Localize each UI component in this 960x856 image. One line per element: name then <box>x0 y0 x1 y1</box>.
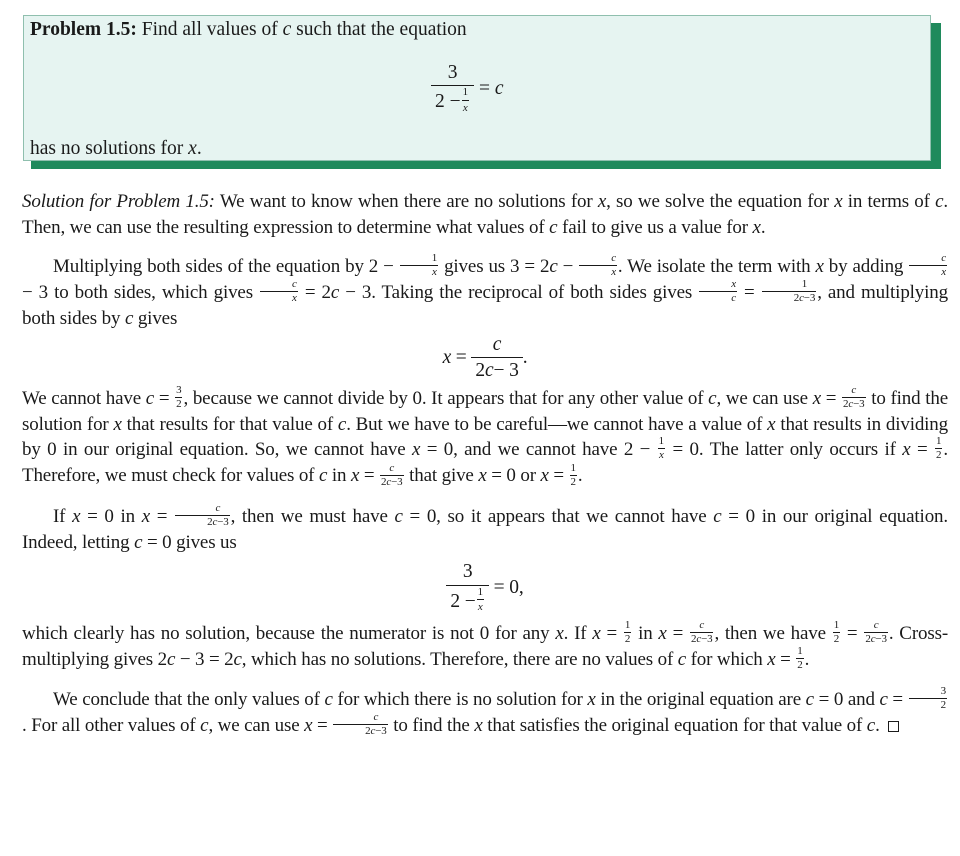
math-variable: c <box>324 689 333 711</box>
solution-paragraph: If x = 0 in x = $\frac{c}{2c-3}$ , then we must have c = 0, so it appears that we cannot have c = 0 in our original equation. Indeed, letting c = 0 gives us <box>22 501 948 553</box>
fraction-numerator: c <box>699 618 705 631</box>
math-variable: x <box>555 622 564 644</box>
fraction-numerator: c <box>292 278 297 291</box>
inline-fraction <box>175 385 182 410</box>
equation-denominator <box>431 85 474 115</box>
problem-text: Find all values of c such that the equation <box>136 19 467 40</box>
problem-statement-line2: has no solutions for x. <box>30 138 202 159</box>
fraction-numerator: 3 <box>462 561 473 583</box>
fraction-denominator: 2c−3 <box>381 475 403 488</box>
inline-fraction <box>570 463 577 488</box>
math-variable: c <box>386 475 392 488</box>
solution-label: Solution for Problem 1.5: <box>22 191 215 212</box>
fraction-denominator: x <box>462 101 468 114</box>
inline-fraction <box>796 646 803 671</box>
inline-fraction <box>864 620 888 645</box>
math-variable: c <box>696 632 702 645</box>
math-variable: x <box>812 387 821 409</box>
fraction-denominator: 2 <box>833 632 840 645</box>
fraction-denominator: x <box>658 449 664 462</box>
math-variable: c <box>200 715 209 737</box>
math-variable: x <box>752 216 761 238</box>
fraction-numerator: 1 <box>936 435 942 448</box>
math-variable: x <box>411 439 421 461</box>
math-variable: x <box>113 413 122 435</box>
inline-fraction <box>579 253 617 278</box>
math-variable: x <box>72 505 81 527</box>
equation-rhs-var: c <box>494 77 504 99</box>
fraction-denominator: 2c−3 <box>762 291 817 304</box>
display-fraction <box>471 334 522 382</box>
equals-zero: = 0, <box>488 577 524 599</box>
fraction-denominator: 2c−3 <box>865 632 887 645</box>
inline-fraction <box>909 253 947 278</box>
fraction-numerator: 1 <box>833 618 840 631</box>
fraction-denominator: 2 <box>936 449 942 462</box>
fraction-denominator: 2 <box>797 659 803 672</box>
fraction-denominator: x <box>909 265 947 278</box>
fraction-denominator: 2 <box>909 698 947 711</box>
inline-fraction <box>833 620 840 645</box>
fraction-numerator: c <box>873 618 879 631</box>
fraction-numerator: 3 <box>940 685 946 698</box>
math-variable: c <box>330 282 340 304</box>
fraction-denominator: 2c−3 <box>690 632 713 645</box>
fraction-denominator: 2 <box>624 632 631 645</box>
inline-fraction <box>699 279 737 304</box>
math-variable: c <box>212 515 218 528</box>
math-variable: c <box>370 725 376 738</box>
problem-label: Problem 1.5: <box>30 19 137 40</box>
math-variable: x <box>141 505 151 527</box>
fraction-numerator: 3 <box>176 383 182 396</box>
math-variable: x <box>597 191 607 212</box>
math-variable: c <box>870 632 876 645</box>
fraction-numerator: 1 <box>801 278 808 291</box>
math-variable: c <box>318 465 328 487</box>
display-equation <box>22 334 948 382</box>
fraction-numerator: 1 <box>570 461 576 474</box>
math-variable: x <box>304 715 313 737</box>
math-variable: x <box>815 256 824 277</box>
fraction-denominator: 2 c − 3 <box>471 357 522 381</box>
fraction-denominator: 2 <box>570 475 576 488</box>
period: . <box>522 347 528 368</box>
math-variable: c <box>799 292 804 305</box>
math-variable: x <box>442 347 452 368</box>
math-variable: c <box>708 387 717 409</box>
inline-fraction <box>380 463 404 488</box>
math-variable: x <box>188 138 197 159</box>
fraction-numerator: c <box>389 461 395 474</box>
math-variable: c <box>549 216 558 238</box>
display-fraction <box>446 561 489 615</box>
inline-fraction <box>477 586 484 613</box>
math-variable: c <box>145 387 155 409</box>
math-variable: x <box>902 439 911 461</box>
fraction-numerator: c <box>215 501 221 514</box>
display-equation <box>22 561 948 615</box>
fraction-numerator: c <box>611 252 616 265</box>
inline-fraction <box>690 620 714 645</box>
math-variable: c <box>394 505 403 527</box>
solution-paragraph: We cannot have c = $\frac{3}{2}$ , because we cannot divide by 0. It appears that for any other value of c, we can use x = $\frac{c}{2c-3}$ to find the solution for x that results for that value of c. But we have to be careful—we cannot have a value of x that results in dividing by 0 in our original equation. So, we cannot have x = 0, and we cannot have 2 − $\frac{1}{x}$ = 0. The latter only occurs if x = $\frac{1}{2}$ . Therefore, we must check for values of c in x = $\frac{c}{2c-3}$ that give x = 0 or x = $\frac{1}{2}$ . <box>22 383 949 488</box>
solution-body <box>22 189 948 739</box>
math-variable: x <box>474 715 483 737</box>
inline-fraction <box>462 86 470 113</box>
inline-fraction <box>935 436 942 461</box>
fraction-numerator: c <box>941 252 947 265</box>
inline-fraction <box>624 620 631 645</box>
inline-fraction <box>260 279 298 304</box>
fraction-numerator: 1 <box>797 645 803 658</box>
math-variable: c <box>713 505 722 527</box>
solution-paragraph: which clearly has no solution, because the numerator is not 0 for any x. If x = $\frac{1}{2}$ in x = $\frac{c}{2c-3}$ , then we have $\frac{1}{2}$ = $\frac{c}{2c-3}$ . Cross-multiplying gives 2c − 3 = 2c, which has no solutions. Therefore, there are no values of c for which x = $\frac{1}{2}$ . <box>22 618 949 672</box>
math-variable: c <box>166 648 176 670</box>
fraction-denominator: x <box>260 291 298 304</box>
math-variable: c <box>485 360 494 382</box>
problem-box <box>23 15 931 161</box>
solution-paragraph: We conclude that the only values of c for which there is no solution for x in the original equation are c = 0 and c = $\frac{3}{2}$ . For all other values of c, we can use x = $\frac{c}{2c-3}$ to find the x that satisfies the original equation for that value of c. <box>22 685 946 738</box>
fraction-denominator: 2c−3 <box>333 724 388 737</box>
math-variable: x <box>658 622 667 644</box>
equals-sign: = <box>451 347 472 368</box>
inline-fraction <box>175 503 230 528</box>
math-variable: c <box>549 256 558 277</box>
math-variable: x <box>587 689 596 711</box>
fraction-denominator: c <box>699 291 737 304</box>
inline-fraction <box>333 712 388 737</box>
equation-fraction <box>431 62 474 116</box>
fraction-numerator: c <box>851 383 857 396</box>
inline-fraction <box>909 686 947 711</box>
math-variable: c <box>282 19 292 40</box>
inline-fraction <box>842 385 866 410</box>
math-variable: c <box>866 715 876 737</box>
math-variable: c <box>677 648 687 670</box>
fraction-numerator: 1 <box>477 585 483 598</box>
math-variable: x <box>350 465 360 487</box>
qed-square-icon <box>888 721 899 732</box>
math-variable: c <box>848 397 854 410</box>
fraction-denominator: x <box>400 265 438 278</box>
math-variable: c <box>805 689 814 711</box>
fraction-numerator: 1 <box>624 618 631 631</box>
math-variable: x <box>767 413 776 435</box>
inline-fraction <box>658 436 665 461</box>
math-variable: x <box>592 622 601 644</box>
math-variable: c <box>935 191 944 212</box>
inline-fraction <box>762 279 817 304</box>
solution-paragraph: Multiplying both sides of the equation by 2 − $\frac{1}{x}$ gives us 3 = 2c − $\frac{c}{x}$ . We isolate the term with x by adding $\frac{c}{x}$ − 3 to both sides, which gives $\frac{c}{x}$ = 2c − 3. Taking the reciprocal of both sides gives $\frac{x}{c}$ = $\frac{1}{2c-3}$ , and multiplying both sides by c gives <box>22 252 948 330</box>
fraction-numerator: c <box>373 711 379 724</box>
math-variable: x <box>540 465 549 487</box>
math-variable: c <box>879 689 888 711</box>
math-variable: c <box>134 531 143 553</box>
fraction-numerator: 1 <box>431 252 438 265</box>
fraction-denominator: 2c−3 <box>843 397 865 410</box>
fraction-denominator: 2c−3 <box>175 515 230 528</box>
fraction-numerator: c <box>492 333 502 355</box>
math-variable: c <box>233 648 242 670</box>
fraction-denominator: x <box>477 600 483 613</box>
math-variable: x <box>767 648 776 670</box>
inline-fraction <box>400 253 438 278</box>
fraction-denominator: 2 <box>176 397 182 410</box>
fraction-denominator: x <box>579 265 617 278</box>
math-variable: x <box>834 191 843 212</box>
math-variable: c <box>337 413 347 435</box>
denominator-prefix: 2 − <box>435 91 461 113</box>
equation-numerator: 3 <box>447 62 458 83</box>
math-variable: c <box>124 308 134 330</box>
problem-statement-line1 <box>30 19 467 41</box>
math-variable: x <box>478 465 487 487</box>
fraction-denominator: 2 − $\frac{1}{x}$ <box>446 585 489 615</box>
fraction-numerator: 1 <box>462 86 469 99</box>
problem-equation <box>431 62 504 116</box>
fraction-numerator: x <box>731 278 736 291</box>
solution-paragraph: Solution for Problem 1.5: We want to know when there are no solutions for x, so we solve the equation for x in terms of c. Then, we can use the resulting expression to determine what values of c fail to give us a value for x. <box>22 191 949 238</box>
equation-equals: = <box>474 77 495 99</box>
fraction-numerator: 1 <box>658 435 665 448</box>
